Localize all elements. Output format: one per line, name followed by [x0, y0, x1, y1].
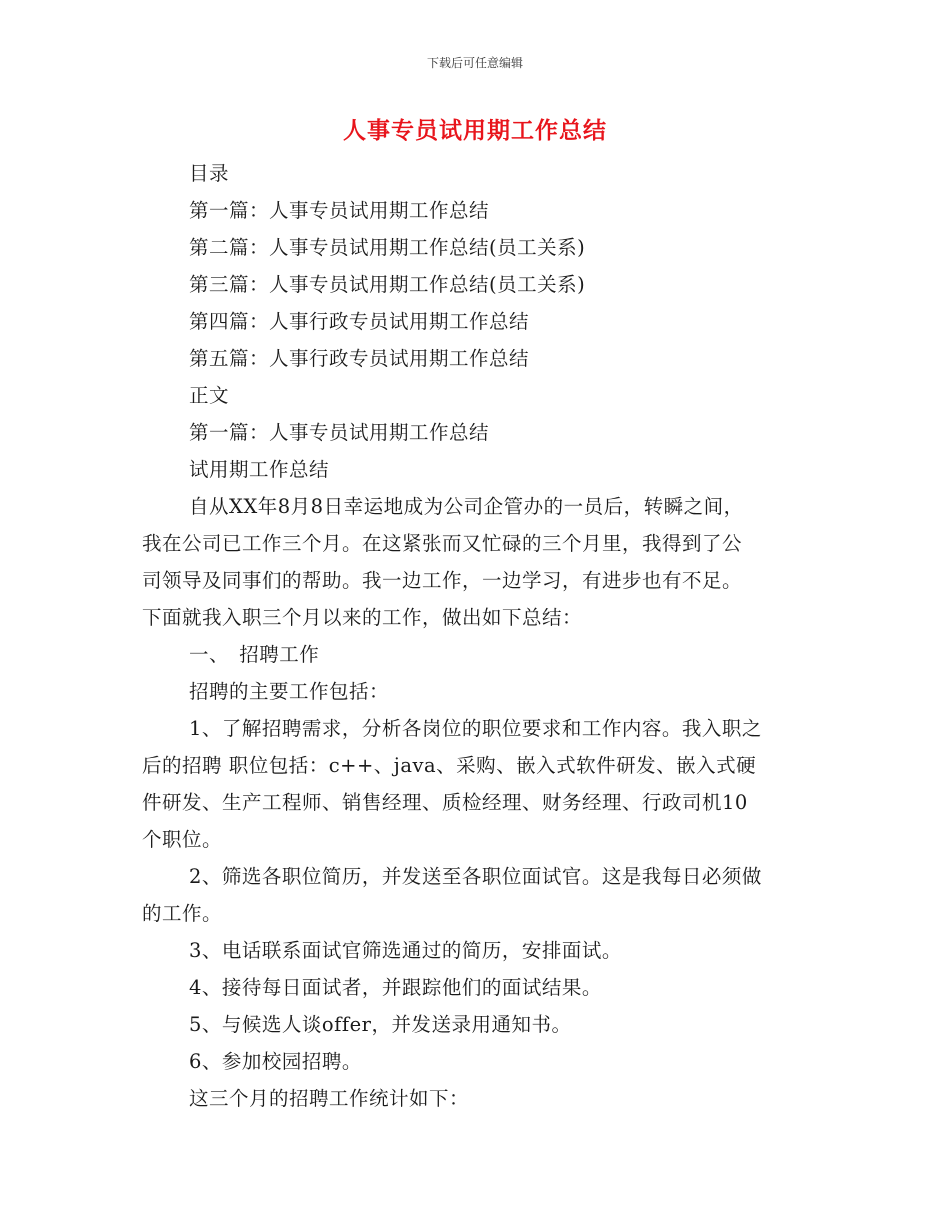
- text-line: 4、接待每日面试者，并跟踪他们的面试结果。: [189, 976, 602, 999]
- text-line: 一、 招聘工作: [189, 643, 320, 666]
- text-line: 第二篇：人事专员试用期工作总结(员工关系): [189, 236, 586, 259]
- text-line: 第五篇：人事行政专员试用期工作总结: [189, 347, 530, 370]
- text-line: 件研发、生产工程师、销售经理、质检经理、财务经理、行政司机10: [142, 791, 748, 814]
- text-line: 个职位。: [142, 828, 223, 851]
- text-line: 5、与候选人谈offer，并发送录用通知书。: [189, 1013, 572, 1036]
- text-line: 招聘的主要工作包括：: [189, 680, 390, 703]
- text-line: 后的招聘 职位包括：c++、java、采购、嵌入式软件研发、嵌入式硬: [142, 754, 757, 777]
- text-line: 第四篇：人事行政专员试用期工作总结: [189, 310, 530, 333]
- text-line: 司领导及同事们的帮助。我一边工作，一边学习，有进步也有不足。: [142, 569, 743, 592]
- header-note: 下载后可任意编辑: [426, 56, 523, 70]
- text-line: 我在公司已工作三个月。在这紧张而又忙碌的三个月里，我得到了公: [142, 532, 743, 555]
- document-body: [142, 155, 810, 1117]
- text-line: 的工作。: [142, 902, 223, 925]
- document-title: 人事专员试用期工作总结: [343, 118, 607, 144]
- text-line: 试用期工作总结: [189, 458, 330, 481]
- text-line: 目录: [189, 162, 230, 185]
- text-line: 这三个月的招聘工作统计如下：: [189, 1087, 470, 1110]
- text-line: 正文: [189, 384, 230, 407]
- text-line: 2、筛选各职位简历，并发送至各职位面试官。这是我每日必须做: [189, 865, 762, 888]
- text-line: 第一篇：人事专员试用期工作总结: [189, 199, 490, 222]
- text-line: 第三篇：人事专员试用期工作总结(员工关系): [189, 273, 586, 296]
- text-line: 下面就我入职三个月以来的工作，做出如下总结：: [142, 606, 583, 629]
- text-line: 1、了解招聘需求，分析各岗位的职位要求和工作内容。我入职之: [189, 717, 762, 740]
- text-line: 6、参加校园招聘。: [189, 1050, 362, 1073]
- text-line: 自从XX年8月8日幸运地成为公司企管办的一员后，转瞬之间，: [189, 495, 744, 518]
- text-line: 3、电话联系面试官筛选通过的简历，安排面试。: [189, 939, 622, 962]
- text-line: 第一篇：人事专员试用期工作总结: [189, 421, 490, 444]
